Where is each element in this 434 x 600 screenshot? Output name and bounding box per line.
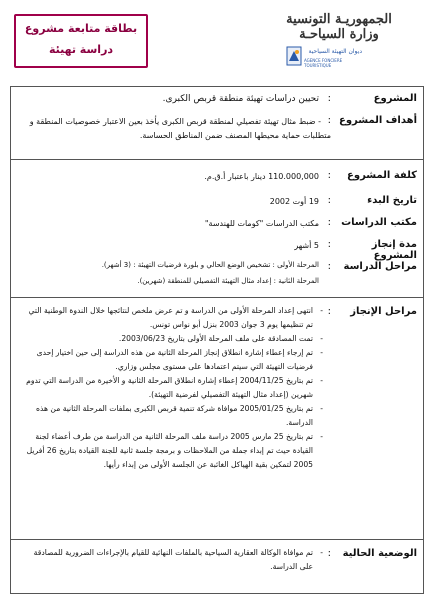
label-goals: أهداف المشروع: [339, 115, 417, 126]
row-phases: [11, 255, 423, 293]
ministry-name: وزارة السياحـة: [299, 27, 379, 42]
row-duration: [11, 235, 423, 261]
label-duration: مدة إنجاز المشروع: [371, 239, 417, 261]
project-card-title-box: [14, 14, 148, 68]
phase-2: المرحلة الثانية : إعداد مثال التهيئة التفصيلي للمنطقة (شهرين).: [137, 277, 319, 285]
colon: :: [327, 195, 331, 206]
label-cost: كلفة المشروع: [347, 170, 417, 181]
status-list: [19, 546, 323, 574]
progress-item: - تم بتاريخ 2004/11/25 إعطاء إشارة انطلاق المرحلة الثانية و الأخيرة من الدراسة التي تدوم شهرين (إعداد مثال التهيئة التفصيلي لفرضية التهيئة).: [19, 374, 323, 402]
row-office: [11, 213, 423, 231]
value-phases: [19, 257, 319, 289]
label-progress: مراحل الإنجاز: [350, 306, 417, 317]
agency-logo-subtext: AGENCE FONCIERE TOURISTIQUE: [304, 58, 343, 68]
progress-item: - انتهى إعداد المرحلة الأولى من الدراسة و تم عرض ملخص لنتائجها خلال الندوة الوطنية التي تم تنظيمها يوم 3 جوان 2003 بنزل أبو نواس تونس.: [19, 304, 323, 332]
value-office: مكتب الدراسات "كومات للهندسة": [204, 219, 319, 228]
status-item: - تم موافاة الوكالة العقارية السياحية بالملفات النهائية للقيام بالإجراءات الضرورية للمصادقة على الدراسة.: [19, 546, 323, 574]
row-start-date: [11, 191, 423, 209]
row-cost: [11, 159, 423, 182]
label-start-date: تاريخ البدء: [367, 195, 417, 206]
value-duration: 5 أشهر: [294, 241, 319, 250]
colon: :: [327, 170, 331, 181]
progress-item: - تم بتاريخ 25 مارس 2005 دراسة ملف المرحلة الثانية من الدراسة من طرف أعضاء لجنة القيادة حيث تم إبداء جملة من الملاحظات و برمجة جلسة ثانية للجنة القيادة بتاريخ 26 أفريل 2005 لتمكين بقية الهياكل الغائبة عن الجلسة الأولى من إبداء رأيها.: [19, 430, 323, 472]
ministry-heading: [264, 12, 414, 42]
progress-item: - تم إرجاء إعطاء إشارة انطلاق إنجاز المرحلة الثانية من هذه الدراسة إلى حين اختيار إحدى فرضيات التهيئة التي سيتم اعتمادها على مستوى مجلس وزاري.: [19, 346, 323, 374]
colon: :: [327, 261, 331, 272]
progress-item: - تمت المصادقة على ملف المرحلة الأولى بتاريخ 2003/06/23.: [19, 332, 323, 346]
project-card-table: [10, 86, 424, 594]
colon: :: [327, 93, 331, 104]
progress-list: [19, 304, 323, 472]
label-office: مكتب الدراسات: [341, 217, 417, 228]
agency-logo: [282, 46, 362, 68]
label-status: الوضعية الحالية: [342, 548, 417, 559]
row-goals: [11, 115, 423, 161]
header: [10, 8, 424, 80]
value-goals: - ضبط مثال تهيئة تفصيلي لمنطقة قربص الكبرى يأخذ بعين الاعتبار خصوصيات المنطقة و متطلبات حماية محيطها المصنف ضمن المناطق الحساسة.: [29, 117, 331, 140]
colon: :: [327, 306, 331, 317]
progress-item: - تم بتاريخ 2005/01/25 موافاة شركة تنمية قربص الكبرى بملفات المرحلة الثانية من هذه الدراسة.: [19, 402, 323, 430]
agency-logo-icon: [286, 46, 302, 66]
colon: :: [327, 217, 331, 228]
row-project: [11, 93, 423, 109]
title-line-1: بطاقة متابعة مشروع: [24, 22, 138, 35]
colon: :: [327, 115, 331, 126]
phase-1: المرحلة الأولى : تشخيص الوضع الحالي و بلورة فرضيات التهيئة : (3 أشهر).: [101, 261, 319, 269]
row-progress: [11, 297, 423, 530]
colon: :: [327, 239, 331, 250]
value-start-date: 19 أوت 2002: [269, 197, 319, 206]
label-project: المشروع: [373, 93, 417, 104]
title-line-2: دراسة تهيئة: [48, 43, 114, 56]
value-cost: 110.000,000 دينار باعتبار أ.ق.م.: [204, 172, 319, 181]
colon: :: [327, 548, 331, 559]
republic-name: الجمهوريـة التونسية: [286, 12, 392, 27]
row-status: [11, 539, 423, 590]
goals-text: ضبط مثال تهيئة تفصيلي لمنطقة قربص الكبرى يأخذ بعين الاعتبار خصوصيات المنطقة و متطلبات حماية محيطها المصنف ضمن المناطق الحساسة.: [29, 117, 331, 140]
agency-logo-text: ديوان التهيئة السياحية: [308, 48, 362, 55]
value-project: تحيين دراسات تهيئة منطقة قربص الكبرى.: [162, 94, 319, 104]
label-phases: مراحل الدراسة: [343, 261, 417, 272]
